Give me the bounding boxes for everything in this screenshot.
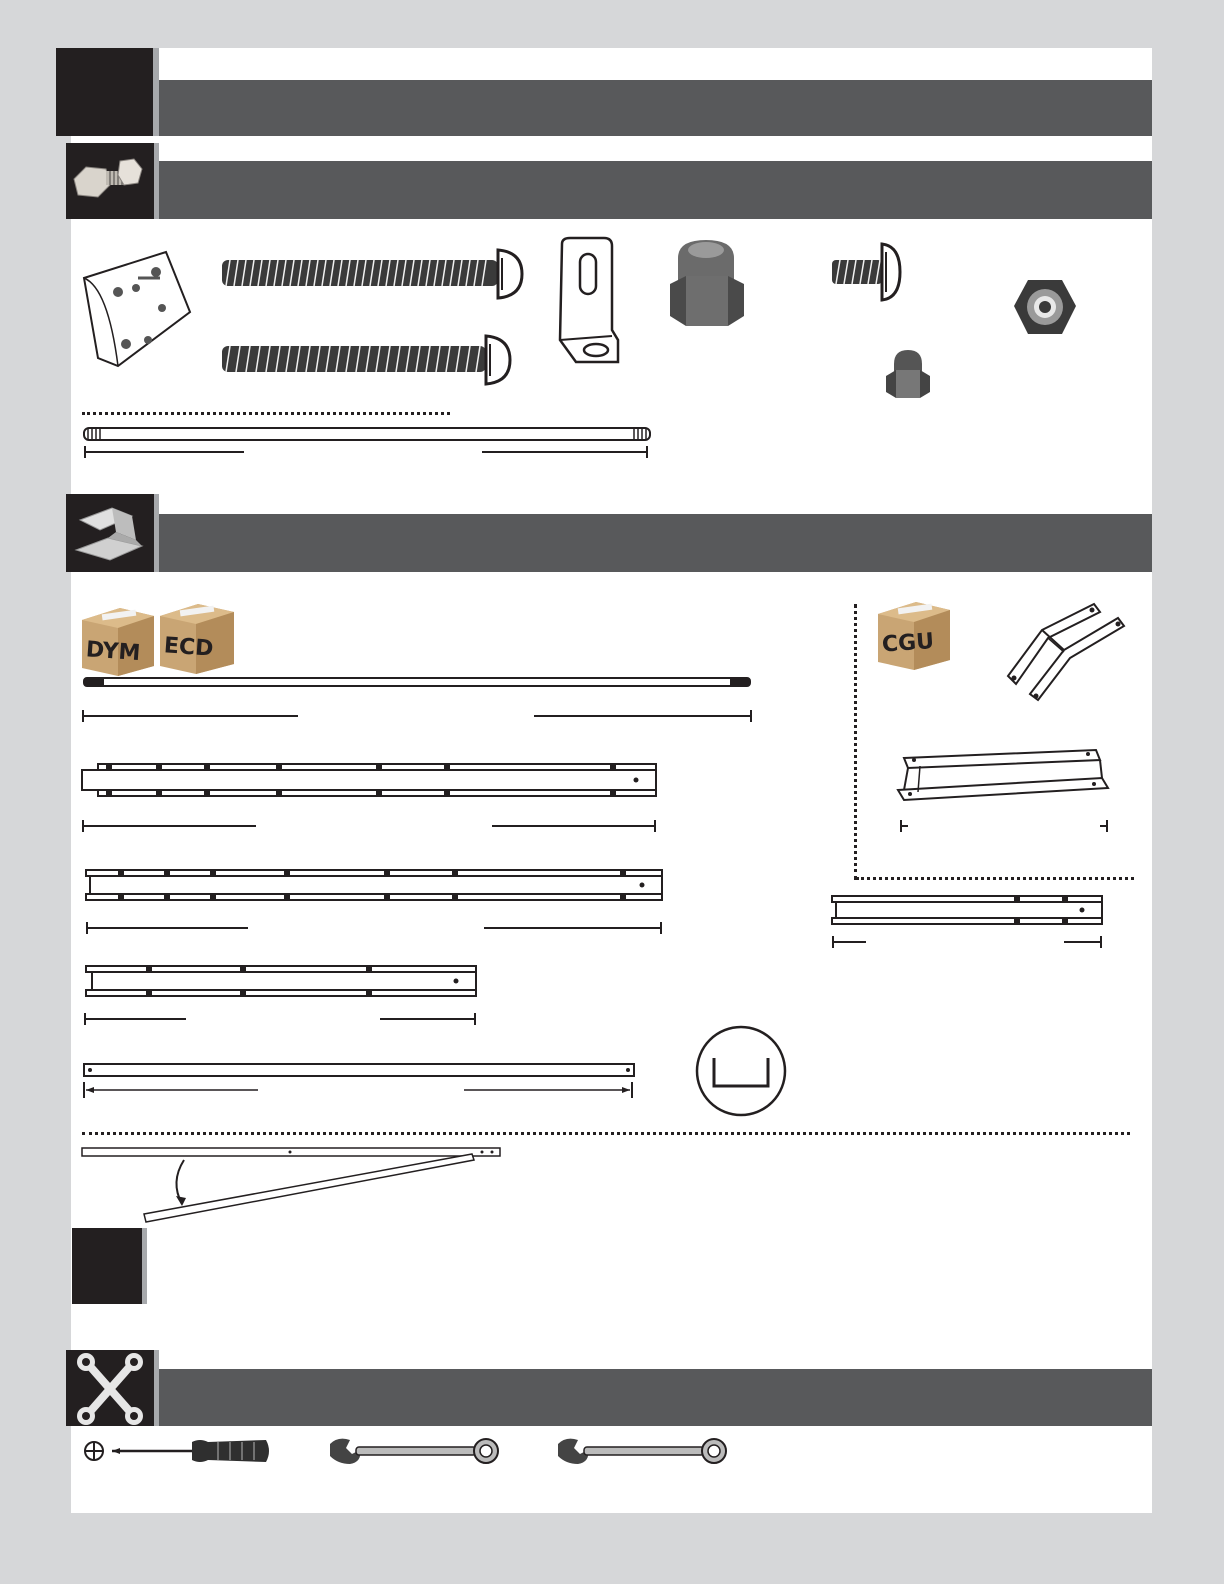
parts-icon-box	[66, 494, 154, 572]
dimension-line	[84, 451, 244, 453]
wrench-icon	[326, 1434, 502, 1468]
medium-bolt-icon	[218, 330, 518, 390]
hardware-title-bar	[159, 161, 1152, 219]
channel-long-1	[80, 762, 660, 800]
wrench-icon	[554, 1434, 730, 1468]
bolt-nut-icon	[66, 143, 154, 219]
angle-bracket-icon	[556, 236, 626, 368]
tools-icon	[66, 1350, 154, 1426]
small-cap-nut-icon	[880, 346, 936, 402]
hardware-bag-icon	[78, 248, 198, 372]
dimension-tick	[654, 820, 656, 832]
channel-right	[830, 894, 1106, 928]
flat-bar-icon	[80, 1062, 640, 1104]
long-rod-icon	[82, 676, 754, 690]
bracket-icon	[66, 494, 154, 572]
dimension-line	[482, 451, 648, 453]
cap-nut-icon	[666, 236, 748, 330]
crate-ecd	[158, 602, 236, 676]
long-bolt-icon	[218, 244, 524, 304]
parts-divider-horizontal	[856, 877, 1134, 880]
parts-divider-vertical	[854, 604, 857, 880]
dimension-line	[86, 927, 248, 929]
dimension-line	[82, 715, 298, 717]
dimension-line	[84, 1018, 186, 1020]
parts-divider-bottom	[82, 1132, 1130, 1135]
dimension-line	[82, 825, 256, 827]
tools-icon-box	[66, 1350, 154, 1426]
lock-nut-icon	[1012, 276, 1078, 338]
hardware-icon-box	[66, 143, 154, 219]
angled-channel-icon	[896, 748, 1112, 804]
crate-label-dym: DYM	[85, 637, 142, 667]
dimension-line	[900, 825, 908, 827]
channel-long-2	[84, 868, 666, 904]
crate-cgu	[876, 600, 952, 672]
bent-bracket-pair-icon	[1002, 600, 1134, 704]
cross-section-icon	[694, 1024, 788, 1118]
dimension-line	[492, 825, 656, 827]
parts-title-bar	[159, 514, 1152, 572]
dimension-tick	[474, 1013, 476, 1025]
dimension-tick	[750, 710, 752, 722]
folding-rail-icon	[80, 1144, 506, 1226]
dimension-line	[484, 927, 662, 929]
dimension-line	[832, 941, 866, 943]
hardware-divider	[82, 412, 450, 415]
phillips-screwdriver-icon	[82, 1434, 274, 1468]
note-box-shadow	[142, 1228, 147, 1304]
dimension-tick	[1106, 820, 1108, 832]
threaded-rod-icon	[82, 424, 654, 444]
dimension-line	[380, 1018, 474, 1020]
dimension-tick	[1100, 936, 1102, 948]
dimension-tick	[646, 446, 648, 458]
dimension-tick	[660, 922, 662, 934]
short-screw-icon	[830, 240, 902, 302]
dimension-line	[534, 715, 752, 717]
note-box	[72, 1228, 142, 1304]
crate-label-ecd: ECD	[163, 633, 215, 662]
step-title-bar	[159, 80, 1152, 136]
channel-short	[84, 964, 480, 1002]
crate-label-cgu: CGU	[881, 629, 935, 658]
step-number-box	[56, 48, 153, 136]
crate-dym	[80, 606, 156, 678]
dimension-line	[1064, 941, 1102, 943]
tools-title-bar	[159, 1369, 1152, 1426]
